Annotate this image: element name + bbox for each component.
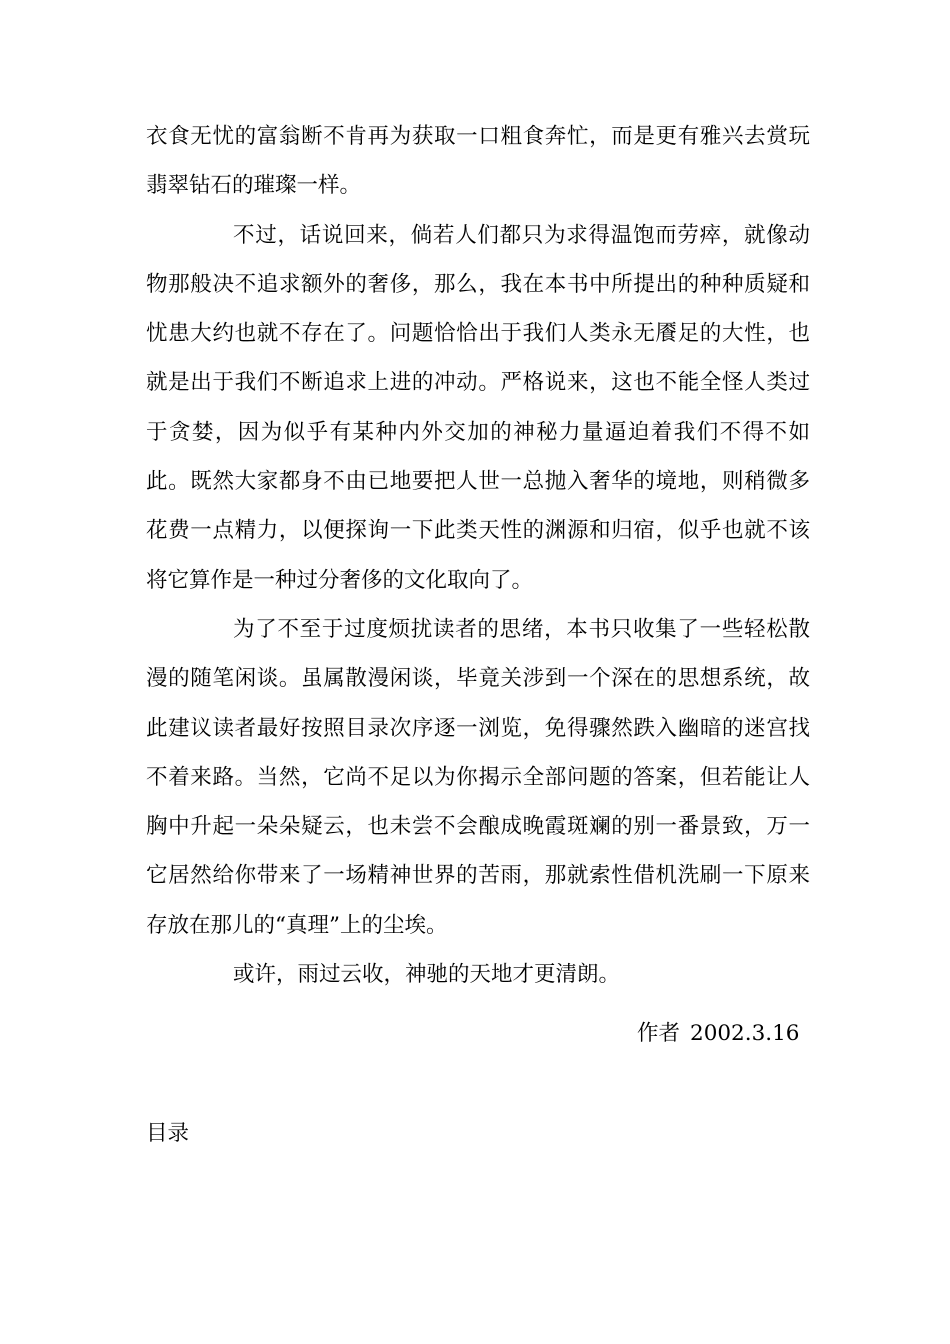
signature-date: 2002.3.16	[690, 1021, 800, 1046]
paragraph: 不过，话说回来，倘若人们都只为求得温饱而劳瘁，就像动物那般决不追求额外的奢侈，那么，我在本书中所提出的种种质疑和忧患大约也就不存在了。问题恰恰出于我们人类永无餍足的大性，也就是出于我们不断追求上进的冲动。严格说来，这也不能全怪人类过于贪婪，因为似乎有某种内外交加的神秘力量逼迫着我们不得不如此。既然大家都身不由已地要把人世一总抛入奢华的境地，则稍微多花费一点精力，以便探询一下此类天性的渊源和归宿，似乎也就不该将它算作是一种过分奢侈的文化取向了。	[146, 222, 810, 593]
preface-body	[146, 112, 810, 999]
paragraph-closing: 或许，雨过云收，神驰的天地才更清朗。	[233, 962, 621, 988]
signature-line	[637, 1014, 799, 1054]
toc-heading: 目录	[146, 1121, 190, 1146]
paragraph: 为了不至于过度烦扰读者的思绪，本书只收集了一些轻松散漫的随笔闲谈。虽属散漫闲谈，毕竟关涉到一个深在的思想系统，故此建议读者最好按照目录次序逐一浏览，免得骤然跌入幽暗的迷宫找不着来路。当然，它尚不足以为你揭示全部问题的答案，但若能让人胸中升起一朵朵疑云，也未尝不会酿成晚霞斑斓的别一番景致，万一它居然给你带来了一场精神世界的苦雨，那就索性借机洗刷一下原来存放在那儿的“真理”上的尘埃。	[146, 616, 810, 938]
signature-author: 作者	[637, 1021, 681, 1046]
paragraph-continuation: 衣食无忧的富翁断不肯再为获取一口粗食奔忙，而是更有雅兴去赏玩翡翠钻石的璀璨一样。	[146, 124, 810, 199]
